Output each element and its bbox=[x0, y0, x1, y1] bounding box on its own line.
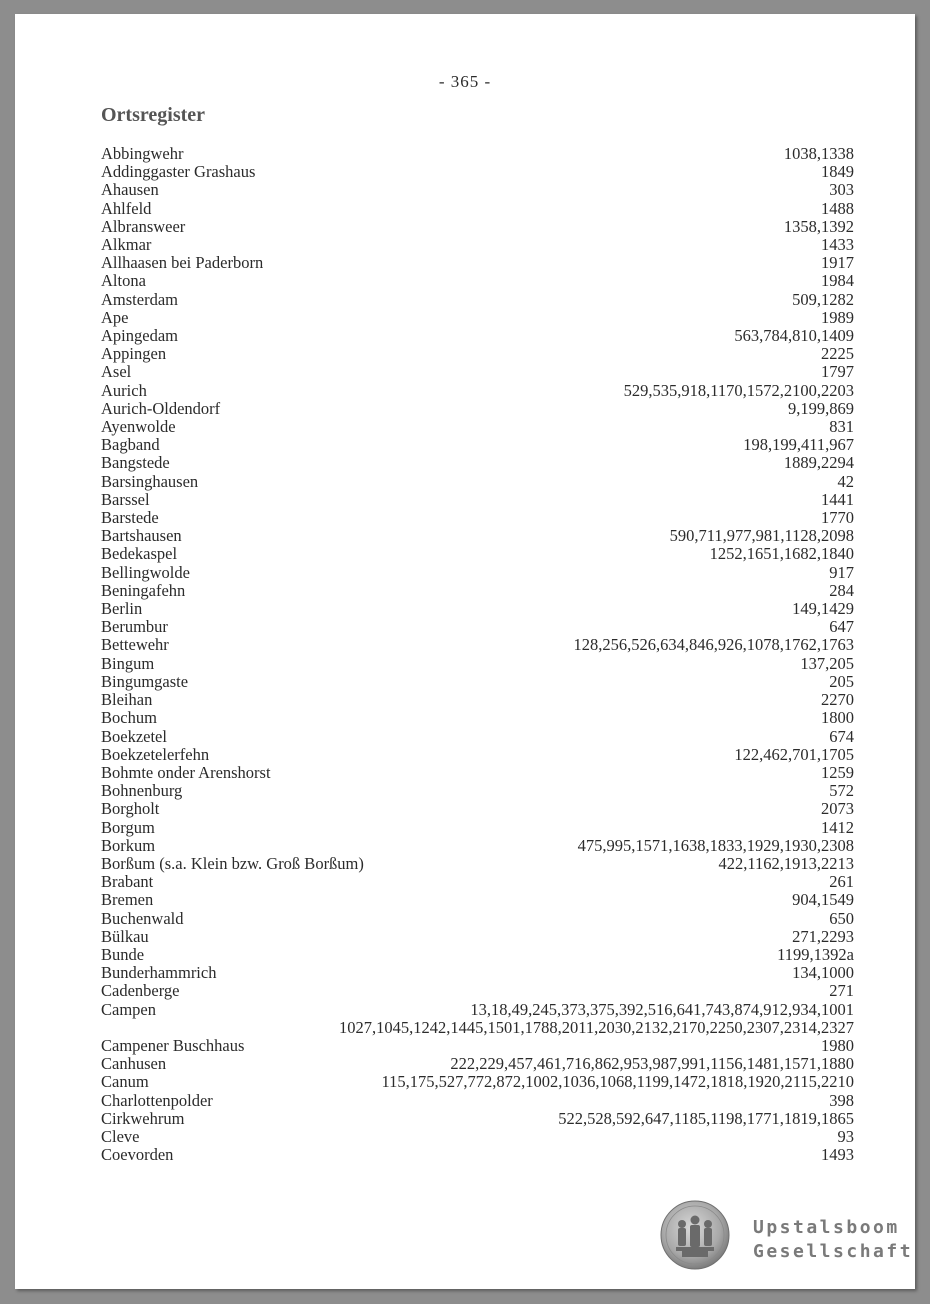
page-references: 198,199,411,967 bbox=[743, 435, 854, 455]
place-name: Berlin bbox=[101, 599, 143, 619]
index-entry bbox=[101, 345, 854, 363]
page-references: 522,528,592,647,1185,1198,1771,1819,1865 bbox=[558, 1108, 854, 1128]
page-references: 1358,1392 bbox=[783, 216, 854, 236]
index-entry bbox=[101, 1073, 854, 1091]
place-name: Bülkau bbox=[101, 926, 149, 946]
index-entry bbox=[101, 1055, 854, 1073]
page-references: 1493 bbox=[821, 1145, 854, 1165]
page-references: 572 bbox=[829, 781, 854, 801]
page-references: 563,784,810,1409 bbox=[734, 326, 854, 346]
index-entry bbox=[101, 946, 854, 964]
index-entry bbox=[101, 891, 854, 909]
page-references: 137,205 bbox=[800, 653, 854, 673]
index-entry bbox=[101, 673, 854, 691]
index-entry bbox=[101, 436, 854, 454]
index-entry bbox=[101, 837, 854, 855]
place-name: Boekzetel bbox=[101, 726, 167, 746]
publisher-watermark bbox=[753, 1216, 913, 1264]
place-name: Ayenwolde bbox=[101, 417, 176, 437]
page-references: 398 bbox=[829, 1090, 854, 1110]
place-name: Apingedam bbox=[101, 326, 178, 346]
index-entry bbox=[101, 181, 854, 199]
index-entry bbox=[101, 564, 854, 582]
index-entry bbox=[101, 800, 854, 818]
page-references: 1889,2294 bbox=[783, 453, 854, 473]
page-references: 650 bbox=[829, 908, 854, 928]
index-entry bbox=[101, 145, 854, 163]
place-name: Cirkwehrum bbox=[101, 1108, 185, 1128]
index-entry bbox=[101, 964, 854, 982]
index-entry bbox=[101, 218, 854, 236]
place-name: Charlottenpolder bbox=[101, 1090, 213, 1110]
page-references: 115,175,527,772,872,1002,1036,1068,1199,1472,1818,1920,2115,2210 bbox=[381, 1072, 854, 1092]
page-references: 509,1282 bbox=[792, 289, 854, 309]
place-name: Ahlfeld bbox=[101, 198, 152, 218]
page-references: 1252,1651,1682,1840 bbox=[709, 544, 854, 564]
page-references: 2225 bbox=[821, 344, 854, 364]
index-entry bbox=[101, 782, 854, 800]
place-name: Bangstede bbox=[101, 453, 170, 473]
page-references: 261 bbox=[829, 872, 854, 892]
index-entry bbox=[101, 1019, 854, 1037]
place-name: Albransweer bbox=[101, 216, 186, 236]
page-references: 128,256,526,634,846,926,1078,1762,1763 bbox=[573, 635, 854, 655]
place-name: Bartshausen bbox=[101, 526, 182, 546]
index-entry bbox=[101, 163, 854, 181]
index-entry bbox=[101, 691, 854, 709]
page-references: 303 bbox=[829, 180, 854, 200]
place-name: Ape bbox=[101, 307, 129, 327]
page-number: - 365 - bbox=[438, 72, 492, 91]
page-references: 590,711,977,981,1128,2098 bbox=[669, 526, 854, 546]
place-name: Asel bbox=[101, 362, 132, 382]
page-references: 1980 bbox=[821, 1035, 854, 1055]
index-entry bbox=[101, 400, 854, 418]
place-name: Borgholt bbox=[101, 799, 160, 819]
index-entry bbox=[101, 1001, 854, 1019]
page-references: 422,1162,1913,2213 bbox=[718, 853, 854, 873]
index-entry bbox=[101, 982, 854, 1000]
page-references: 1797 bbox=[821, 362, 854, 382]
page-references: 475,995,1571,1638,1833,1929,1930,2308 bbox=[577, 835, 854, 855]
page-references: 831 bbox=[829, 417, 854, 437]
page-references: 1433 bbox=[821, 235, 854, 255]
page-references: 284 bbox=[829, 580, 854, 600]
place-name: Amsterdam bbox=[101, 289, 178, 309]
index-entry bbox=[101, 855, 854, 873]
index-entry bbox=[101, 582, 854, 600]
index-entry bbox=[101, 655, 854, 673]
place-name: Addinggaster Grashaus bbox=[101, 162, 256, 182]
place-name: Bohnenburg bbox=[101, 781, 183, 801]
place-name: Barsinghausen bbox=[101, 471, 199, 491]
place-name: Bunderhammrich bbox=[101, 963, 217, 983]
index-entry bbox=[101, 1110, 854, 1128]
place-name: Bochum bbox=[101, 708, 157, 728]
place-name: Boekzetelerfehn bbox=[101, 744, 210, 764]
place-name: Bettewehr bbox=[101, 635, 169, 655]
place-name: Coevorden bbox=[101, 1145, 174, 1165]
page-references: 134,1000 bbox=[792, 963, 854, 983]
place-name: Cleve bbox=[101, 1126, 140, 1146]
index-entry bbox=[101, 473, 854, 491]
place-name: Aurich bbox=[101, 380, 147, 400]
page-references: 1488 bbox=[821, 198, 854, 218]
page-references: 42 bbox=[837, 471, 854, 491]
document-page bbox=[15, 14, 915, 1289]
page-references: 1199,1392a bbox=[777, 944, 854, 964]
page-references: 1917 bbox=[821, 253, 854, 273]
page-references: 1984 bbox=[821, 271, 854, 291]
page-references: 93 bbox=[837, 1126, 854, 1146]
place-name: Bremen bbox=[101, 890, 154, 910]
page-references: 2073 bbox=[821, 799, 854, 819]
place-name: Bleihan bbox=[101, 690, 153, 710]
page-references: 1770 bbox=[821, 508, 854, 528]
watermark-line-1: Upstalsboom bbox=[753, 1217, 900, 1238]
place-name: Bellingwolde bbox=[101, 562, 190, 582]
index-entry bbox=[101, 272, 854, 290]
index-entry bbox=[101, 545, 854, 563]
page-references: 1027,1045,1242,1445,1501,1788,2011,2030,2132,2170,2250,2307,2314,2327 bbox=[338, 1017, 854, 1037]
place-name: Bunde bbox=[101, 944, 145, 964]
place-name: Borgum bbox=[101, 817, 155, 837]
page-references: 1800 bbox=[821, 708, 854, 728]
place-name: Buchenwald bbox=[101, 908, 184, 928]
place-name: Altona bbox=[101, 271, 146, 291]
place-name: Ahausen bbox=[101, 180, 159, 200]
index-entry bbox=[101, 363, 854, 381]
page-references: 2270 bbox=[821, 690, 854, 710]
page-references: 205 bbox=[829, 671, 854, 691]
page-references: 1849 bbox=[821, 162, 854, 182]
index-entry bbox=[101, 709, 854, 727]
place-name: Campener Buschhaus bbox=[101, 1035, 245, 1055]
index-entry bbox=[101, 382, 854, 400]
index-entry bbox=[101, 1146, 854, 1164]
index-entry bbox=[101, 454, 854, 472]
index-entry bbox=[101, 910, 854, 928]
place-name: Appingen bbox=[101, 344, 167, 364]
place-name: Bingum bbox=[101, 653, 155, 673]
place-name: Aurich-Oldendorf bbox=[101, 398, 221, 418]
page-references: 149,1429 bbox=[792, 599, 854, 619]
place-name: Bagband bbox=[101, 435, 160, 455]
page-references: 1441 bbox=[821, 489, 854, 509]
place-name: Brabant bbox=[101, 872, 154, 892]
page-references: 271,2293 bbox=[792, 926, 854, 946]
place-name: Beningafehn bbox=[101, 580, 186, 600]
index-entry bbox=[101, 873, 854, 891]
page-references: 1038,1338 bbox=[783, 144, 854, 163]
place-name: Canhusen bbox=[101, 1054, 167, 1074]
page-references: 1412 bbox=[821, 817, 854, 837]
index-entry bbox=[101, 509, 854, 527]
page-references: 917 bbox=[829, 562, 854, 582]
index-entry bbox=[101, 764, 854, 782]
place-name: Bedekaspel bbox=[101, 544, 178, 564]
place-name: Alkmar bbox=[101, 235, 152, 255]
place-name: Bingumgaste bbox=[101, 671, 189, 691]
index-entry bbox=[101, 254, 854, 272]
place-name: Cadenberge bbox=[101, 981, 180, 1001]
place-name: Canum bbox=[101, 1072, 149, 1092]
seal-medallion-icon bbox=[660, 1200, 730, 1270]
place-name: Abbingwehr bbox=[101, 144, 184, 163]
place-name: Campen bbox=[101, 999, 156, 1019]
page-references: 122,462,701,1705 bbox=[734, 744, 854, 764]
page-references: 904,1549 bbox=[792, 890, 854, 910]
watermark-line-2: Gesellschaft bbox=[753, 1241, 914, 1262]
index-entry bbox=[101, 291, 854, 309]
place-name: Borkum bbox=[101, 835, 156, 855]
index-entry bbox=[101, 527, 854, 545]
index-entry bbox=[101, 618, 854, 636]
place-name: Barssel bbox=[101, 489, 150, 509]
index-entry bbox=[101, 1128, 854, 1146]
place-name: Bohmte onder Arenshorst bbox=[101, 762, 271, 782]
index-entry bbox=[101, 600, 854, 618]
page-references: 222,229,457,461,716,862,953,987,991,1156,1481,1571,1880 bbox=[450, 1054, 854, 1074]
index-entry bbox=[101, 236, 854, 254]
page-references: 271 bbox=[829, 981, 854, 1001]
place-name: Barstede bbox=[101, 508, 159, 528]
index-entry bbox=[101, 309, 854, 327]
index-entry bbox=[101, 728, 854, 746]
index-entry bbox=[101, 327, 854, 345]
place-index-list bbox=[101, 145, 854, 1164]
index-entry bbox=[101, 418, 854, 436]
page-title: Ortsregister bbox=[101, 104, 206, 126]
page-references: 529,535,918,1170,1572,2100,2203 bbox=[623, 380, 854, 400]
index-entry bbox=[101, 928, 854, 946]
page-references: 1989 bbox=[821, 307, 854, 327]
index-entry bbox=[101, 819, 854, 837]
page-references: 9,199,869 bbox=[788, 398, 854, 418]
index-entry bbox=[101, 746, 854, 764]
place-name: Berumbur bbox=[101, 617, 168, 637]
index-entry bbox=[101, 636, 854, 654]
index-entry bbox=[101, 1037, 854, 1055]
place-name: Borßum (s.a. Klein bzw. Groß Borßum) bbox=[101, 853, 364, 873]
index-entry bbox=[101, 491, 854, 509]
index-entry bbox=[101, 1092, 854, 1110]
page-references: 1259 bbox=[821, 762, 854, 782]
index-entry bbox=[101, 200, 854, 218]
page-references: 647 bbox=[829, 617, 854, 637]
page-references: 13,18,49,245,373,375,392,516,641,743,874,912,934,1001 bbox=[470, 999, 854, 1019]
page-references: 674 bbox=[829, 726, 854, 746]
place-name: Allhaasen bei Paderborn bbox=[101, 253, 264, 273]
